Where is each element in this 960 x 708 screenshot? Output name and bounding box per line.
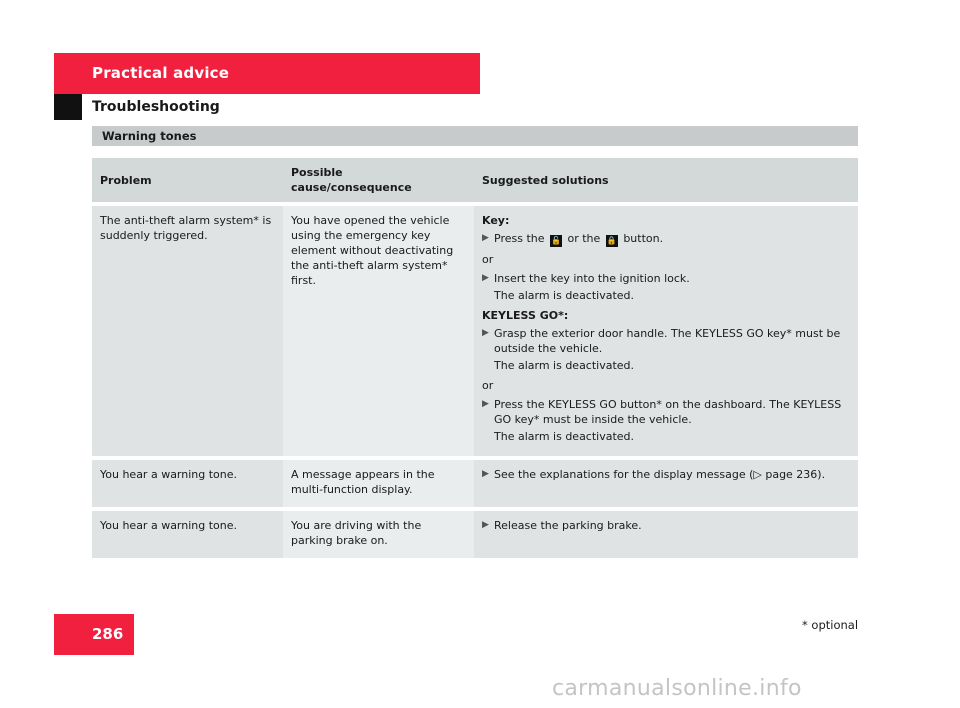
table-row bbox=[92, 460, 858, 511]
chapter-tab bbox=[54, 53, 480, 94]
optional-note: * optional bbox=[802, 618, 859, 632]
step-arrow-icon: ▶ bbox=[482, 273, 489, 283]
cell-cause: You are driving with the parking brake on. bbox=[283, 511, 474, 562]
section-title: Troubleshooting bbox=[92, 99, 220, 115]
watermark: carmanualsonline.info bbox=[552, 676, 802, 701]
section-marker bbox=[54, 94, 82, 120]
or-text: or bbox=[482, 379, 494, 392]
table-title-bar bbox=[92, 126, 858, 146]
keyless-heading: KEYLESS GO*: bbox=[482, 309, 569, 322]
table-title: Warning tones bbox=[102, 129, 197, 143]
step-press-keyless-button: ▶ Press the KEYLESS GO button* on the dashboard. The KEYLESS GO key* must be inside the vehicle. bbox=[482, 398, 842, 426]
key-heading: Key: bbox=[482, 214, 510, 227]
warning-tones-table bbox=[92, 158, 858, 562]
step-arrow-icon: ▶ bbox=[482, 328, 489, 338]
column-header-cause: Possible cause/consequence bbox=[283, 158, 474, 206]
result-text: The alarm is deactivated. bbox=[494, 289, 635, 302]
step-arrow-icon: ▶ bbox=[482, 469, 489, 479]
step-grasp-handle: ▶ Grasp the exterior door handle. The KEYLESS GO key* must be outside the vehicle. bbox=[482, 327, 841, 355]
page-number-box bbox=[54, 614, 134, 655]
cell-solution bbox=[474, 511, 858, 562]
result-text: The alarm is deactivated. bbox=[494, 430, 635, 443]
page-number: 286 bbox=[92, 625, 124, 643]
table-row bbox=[92, 511, 858, 562]
column-header-solution: Suggested solutions bbox=[474, 158, 858, 206]
table-row bbox=[92, 206, 858, 460]
step-arrow-icon: ▶ bbox=[482, 520, 489, 530]
unlock-icon: 🔓 bbox=[551, 236, 561, 245]
result-text: The alarm is deactivated. bbox=[494, 359, 635, 372]
cell-solution bbox=[474, 460, 858, 511]
step-press-button: ▶ Press the 🔓 or the 🔒 button. bbox=[482, 232, 664, 245]
step-arrow-icon: ▶ bbox=[482, 399, 489, 409]
cell-cause: You have opened the vehicle using the emergency key element without deactivating the anti-theft alarm system* first. bbox=[283, 206, 474, 460]
column-header-problem: Problem bbox=[92, 158, 283, 206]
cell-cause: A message appears in the multi-function display. bbox=[283, 460, 474, 511]
chapter-title: Practical advice bbox=[92, 64, 230, 82]
cell-problem: You hear a warning tone. bbox=[92, 511, 283, 562]
cell-problem: The anti-theft alarm system* is suddenly triggered. bbox=[92, 206, 283, 460]
step-release-brake: ▶ Release the parking brake. bbox=[482, 519, 642, 532]
cell-problem: You hear a warning tone. bbox=[92, 460, 283, 511]
cell-solution bbox=[474, 206, 858, 460]
step-see-explanations: ▶ See the explanations for the display message (▷ page 236). bbox=[482, 468, 826, 481]
lock-icon: 🔒 bbox=[606, 236, 617, 245]
step-insert-key: ▶ Insert the key into the ignition lock. bbox=[482, 272, 690, 285]
or-text: or bbox=[482, 253, 494, 266]
table-header-row bbox=[92, 158, 858, 206]
step-arrow-icon: ▶ bbox=[482, 233, 489, 243]
